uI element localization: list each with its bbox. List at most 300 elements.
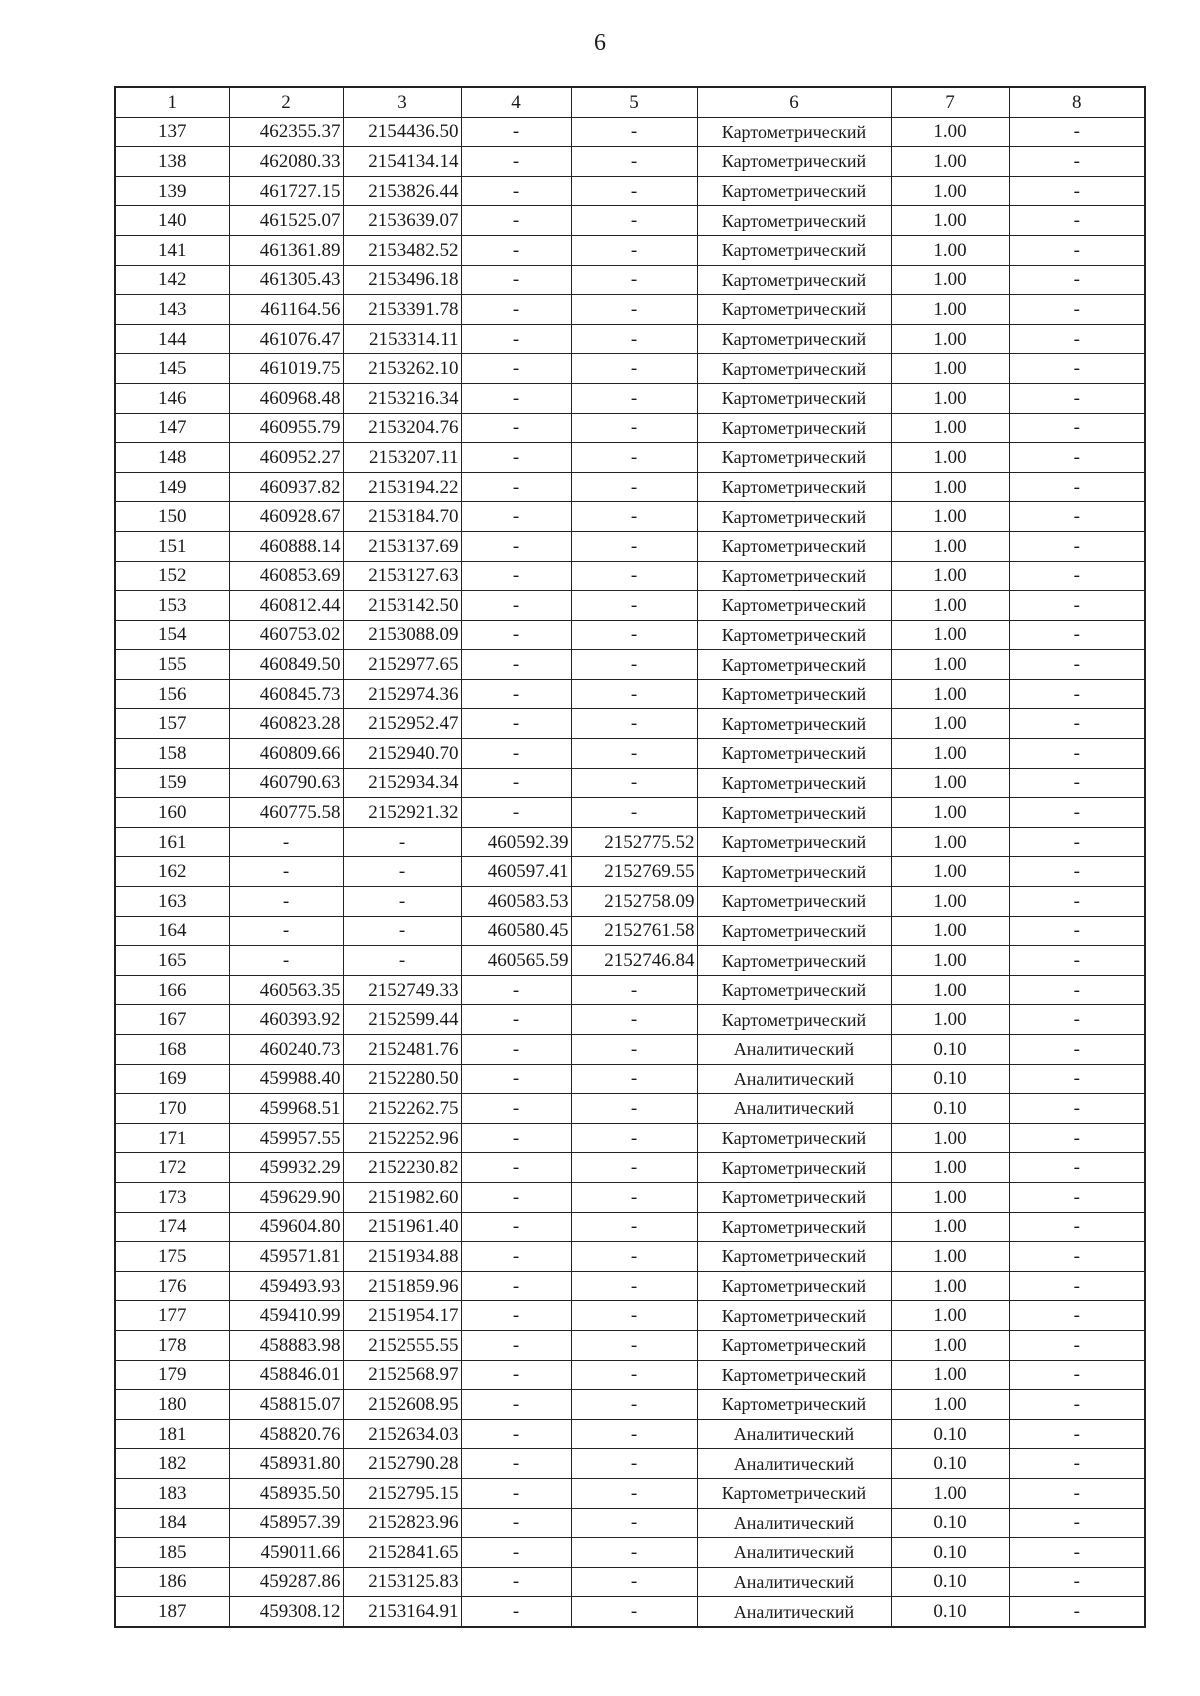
x-coordinate-cell: 460563.35 (229, 975, 343, 1005)
method-cell: Картометрический (697, 650, 891, 680)
method-cell: Картометрический (697, 975, 891, 1005)
point-number-cell: 168 (115, 1035, 229, 1065)
x-coordinate-cell: 460823.28 (229, 709, 343, 739)
y-coordinate-cell: 2152952.47 (343, 709, 461, 739)
accuracy-cell: 1.00 (891, 265, 1009, 295)
note-cell: - (1009, 1478, 1145, 1508)
x-coordinate-cell: 460853.69 (229, 561, 343, 591)
note-cell: - (1009, 1005, 1145, 1035)
column-header: 1 (115, 87, 229, 117)
method-cell: Картометрический (697, 1182, 891, 1212)
accuracy-cell: 1.00 (891, 1123, 1009, 1153)
y-new-cell: - (571, 206, 697, 236)
x-new-cell: - (461, 561, 571, 591)
x-coordinate-cell: 459604.80 (229, 1212, 343, 1242)
accuracy-cell: 1.00 (891, 591, 1009, 621)
y-coordinate-cell: 2152599.44 (343, 1005, 461, 1035)
x-new-cell: - (461, 117, 571, 147)
x-new-cell: - (461, 1064, 571, 1094)
table-row (115, 1094, 1145, 1124)
x-coordinate-cell: 460937.82 (229, 472, 343, 502)
x-new-cell: 460583.53 (461, 887, 571, 917)
y-coordinate-cell: 2153826.44 (343, 176, 461, 206)
point-number-cell: 182 (115, 1449, 229, 1479)
note-cell: - (1009, 413, 1145, 443)
accuracy-cell: 1.00 (891, 1271, 1009, 1301)
y-new-cell: - (571, 1271, 697, 1301)
accuracy-cell: 1.00 (891, 531, 1009, 561)
point-number-cell: 167 (115, 1005, 229, 1035)
table-row (115, 265, 1145, 295)
note-cell: - (1009, 1449, 1145, 1479)
note-cell: - (1009, 531, 1145, 561)
y-new-cell: - (571, 147, 697, 177)
y-new-cell: - (571, 679, 697, 709)
y-new-cell: 2152746.84 (571, 946, 697, 976)
method-cell: Картометрический (697, 679, 891, 709)
accuracy-cell: 1.00 (891, 502, 1009, 532)
accuracy-cell: 1.00 (891, 709, 1009, 739)
x-new-cell: - (461, 1301, 571, 1331)
accuracy-cell: 0.10 (891, 1449, 1009, 1479)
point-number-cell: 164 (115, 916, 229, 946)
x-coordinate-cell: 460393.92 (229, 1005, 343, 1035)
column-header: 6 (697, 87, 891, 117)
x-new-cell: - (461, 354, 571, 384)
x-coordinate-cell: 461361.89 (229, 235, 343, 265)
method-cell: Аналитический (697, 1597, 891, 1627)
y-coordinate-cell: - (343, 827, 461, 857)
x-coordinate-cell: 458931.80 (229, 1449, 343, 1479)
y-coordinate-cell: 2151934.88 (343, 1242, 461, 1272)
y-new-cell: - (571, 1005, 697, 1035)
page-number: 6 (594, 30, 606, 56)
point-number-cell: 171 (115, 1123, 229, 1153)
point-number-cell: 161 (115, 827, 229, 857)
y-coordinate-cell: 2153184.70 (343, 502, 461, 532)
table-row (115, 383, 1145, 413)
point-number-cell: 143 (115, 295, 229, 325)
x-coordinate-cell: 458957.39 (229, 1508, 343, 1538)
point-number-cell: 169 (115, 1064, 229, 1094)
y-new-cell: - (571, 1182, 697, 1212)
table-row (115, 176, 1145, 206)
y-coordinate-cell: 2153314.11 (343, 324, 461, 354)
x-coordinate-cell: 458815.07 (229, 1390, 343, 1420)
y-coordinate-cell: 2153164.91 (343, 1597, 461, 1627)
note-cell: - (1009, 768, 1145, 798)
x-coordinate-cell: 461019.75 (229, 354, 343, 384)
y-coordinate-cell: 2153127.63 (343, 561, 461, 591)
y-new-cell: - (571, 975, 697, 1005)
y-coordinate-cell: 2152749.33 (343, 975, 461, 1005)
method-cell: Картометрический (697, 1330, 891, 1360)
y-coordinate-cell: 2153216.34 (343, 383, 461, 413)
x-coordinate-cell: 459571.81 (229, 1242, 343, 1272)
note-cell: - (1009, 383, 1145, 413)
column-header: 3 (343, 87, 461, 117)
method-cell: Аналитический (697, 1567, 891, 1597)
method-cell: Картометрический (697, 739, 891, 769)
note-cell: - (1009, 709, 1145, 739)
x-new-cell: - (461, 679, 571, 709)
point-number-cell: 144 (115, 324, 229, 354)
y-new-cell: - (571, 117, 697, 147)
x-new-cell: 460565.59 (461, 946, 571, 976)
y-new-cell: - (571, 1064, 697, 1094)
table-row (115, 739, 1145, 769)
accuracy-cell: 0.10 (891, 1508, 1009, 1538)
accuracy-cell: 1.00 (891, 857, 1009, 887)
method-cell: Картометрический (697, 1478, 891, 1508)
table-row (115, 235, 1145, 265)
x-new-cell: - (461, 383, 571, 413)
y-coordinate-cell: - (343, 916, 461, 946)
x-coordinate-cell: 460809.66 (229, 739, 343, 769)
accuracy-cell: 1.00 (891, 1182, 1009, 1212)
table-row (115, 1508, 1145, 1538)
note-cell: - (1009, 1597, 1145, 1627)
point-number-cell: 162 (115, 857, 229, 887)
y-new-cell: 2152758.09 (571, 887, 697, 917)
point-number-cell: 176 (115, 1271, 229, 1301)
table-row (115, 1005, 1145, 1035)
y-new-cell: - (571, 1360, 697, 1390)
y-coordinate-cell: 2152568.97 (343, 1360, 461, 1390)
table-row (115, 679, 1145, 709)
method-cell: Картометрический (697, 413, 891, 443)
method-cell: Картометрический (697, 265, 891, 295)
x-new-cell: - (461, 1182, 571, 1212)
x-new-cell: - (461, 443, 571, 473)
table-row (115, 1182, 1145, 1212)
x-new-cell: - (461, 295, 571, 325)
accuracy-cell: 1.00 (891, 1242, 1009, 1272)
x-coordinate-cell: 460812.44 (229, 591, 343, 621)
method-cell: Аналитический (697, 1538, 891, 1568)
x-coordinate-cell: 460775.58 (229, 798, 343, 828)
method-cell: Картометрический (697, 1242, 891, 1272)
y-coordinate-cell: 2152974.36 (343, 679, 461, 709)
y-new-cell: - (571, 1035, 697, 1065)
note-cell: - (1009, 206, 1145, 236)
y-coordinate-cell: 2153194.22 (343, 472, 461, 502)
table-row (115, 117, 1145, 147)
accuracy-cell: 0.10 (891, 1567, 1009, 1597)
point-number-cell: 172 (115, 1153, 229, 1183)
y-new-cell: - (571, 1153, 697, 1183)
x-coordinate-cell: 459968.51 (229, 1094, 343, 1124)
note-cell: - (1009, 798, 1145, 828)
note-cell: - (1009, 1242, 1145, 1272)
accuracy-cell: 1.00 (891, 324, 1009, 354)
point-number-cell: 174 (115, 1212, 229, 1242)
table-row (115, 354, 1145, 384)
x-coordinate-cell: 462080.33 (229, 147, 343, 177)
y-coordinate-cell: 2152555.55 (343, 1330, 461, 1360)
y-coordinate-cell: 2153137.69 (343, 531, 461, 561)
y-new-cell: - (571, 591, 697, 621)
method-cell: Картометрический (697, 887, 891, 917)
note-cell: - (1009, 472, 1145, 502)
accuracy-cell: 0.10 (891, 1538, 1009, 1568)
note-cell: - (1009, 1360, 1145, 1390)
y-coordinate-cell: 2151954.17 (343, 1301, 461, 1331)
note-cell: - (1009, 1301, 1145, 1331)
x-new-cell: - (461, 265, 571, 295)
point-number-cell: 137 (115, 117, 229, 147)
y-new-cell: - (571, 176, 697, 206)
accuracy-cell: 1.00 (891, 235, 1009, 265)
method-cell: Аналитический (697, 1064, 891, 1094)
x-coordinate-cell: 460240.73 (229, 1035, 343, 1065)
y-coordinate-cell: 2152481.76 (343, 1035, 461, 1065)
accuracy-cell: 1.00 (891, 1212, 1009, 1242)
y-new-cell: - (571, 1567, 697, 1597)
accuracy-cell: 1.00 (891, 1153, 1009, 1183)
x-coordinate-cell: 462355.37 (229, 117, 343, 147)
method-cell: Картометрический (697, 620, 891, 650)
point-number-cell: 140 (115, 206, 229, 236)
x-coordinate-cell: 459287.86 (229, 1567, 343, 1597)
y-new-cell: - (571, 768, 697, 798)
y-coordinate-cell: 2153088.09 (343, 620, 461, 650)
x-coordinate-cell: - (229, 857, 343, 887)
point-number-cell: 157 (115, 709, 229, 739)
note-cell: - (1009, 1390, 1145, 1420)
point-number-cell: 138 (115, 147, 229, 177)
point-number-cell: 148 (115, 443, 229, 473)
point-number-cell: 183 (115, 1478, 229, 1508)
x-new-cell: - (461, 1153, 571, 1183)
y-coordinate-cell: 2153204.76 (343, 413, 461, 443)
point-number-cell: 152 (115, 561, 229, 591)
y-coordinate-cell: 2153639.07 (343, 206, 461, 236)
y-new-cell: - (571, 561, 697, 591)
y-coordinate-cell: - (343, 887, 461, 917)
table-row (115, 1390, 1145, 1420)
note-cell: - (1009, 827, 1145, 857)
y-coordinate-cell: 2153496.18 (343, 265, 461, 295)
table-row (115, 1478, 1145, 1508)
y-coordinate-cell: 2154436.50 (343, 117, 461, 147)
table-row (115, 1360, 1145, 1390)
column-header: 8 (1009, 87, 1145, 117)
note-cell: - (1009, 1419, 1145, 1449)
x-new-cell: - (461, 1212, 571, 1242)
x-new-cell: - (461, 324, 571, 354)
point-number-cell: 151 (115, 531, 229, 561)
x-new-cell: - (461, 413, 571, 443)
method-cell: Картометрический (697, 295, 891, 325)
x-new-cell: - (461, 1567, 571, 1597)
y-new-cell: - (571, 531, 697, 561)
table-row (115, 709, 1145, 739)
point-number-cell: 181 (115, 1419, 229, 1449)
x-new-cell: - (461, 768, 571, 798)
accuracy-cell: 1.00 (891, 768, 1009, 798)
method-cell: Аналитический (697, 1449, 891, 1479)
x-coordinate-cell: 460955.79 (229, 413, 343, 443)
x-coordinate-cell: 460753.02 (229, 620, 343, 650)
y-new-cell: - (571, 1094, 697, 1124)
method-cell: Картометрический (697, 324, 891, 354)
method-cell: Картометрический (697, 443, 891, 473)
method-cell: Картометрический (697, 235, 891, 265)
table-row (115, 295, 1145, 325)
note-cell: - (1009, 117, 1145, 147)
note-cell: - (1009, 1330, 1145, 1360)
method-cell: Картометрический (697, 1271, 891, 1301)
table-row (115, 1271, 1145, 1301)
x-coordinate-cell: 459932.29 (229, 1153, 343, 1183)
point-number-cell: 158 (115, 739, 229, 769)
table-row (115, 857, 1145, 887)
y-new-cell: - (571, 265, 697, 295)
accuracy-cell: 1.00 (891, 620, 1009, 650)
method-cell: Картометрический (697, 502, 891, 532)
y-coordinate-cell: 2154134.14 (343, 147, 461, 177)
point-number-cell: 163 (115, 887, 229, 917)
x-new-cell: - (461, 502, 571, 532)
table-row (115, 1301, 1145, 1331)
x-new-cell: - (461, 650, 571, 680)
table-row (115, 887, 1145, 917)
point-number-cell: 166 (115, 975, 229, 1005)
point-number-cell: 146 (115, 383, 229, 413)
note-cell: - (1009, 443, 1145, 473)
table-row (115, 1567, 1145, 1597)
point-number-cell: 185 (115, 1538, 229, 1568)
table-row (115, 443, 1145, 473)
x-coordinate-cell: 458846.01 (229, 1360, 343, 1390)
y-new-cell: - (571, 739, 697, 769)
table-row (115, 1597, 1145, 1627)
x-new-cell: - (461, 1035, 571, 1065)
y-new-cell: - (571, 235, 697, 265)
method-cell: Картометрический (697, 709, 891, 739)
point-number-cell: 170 (115, 1094, 229, 1124)
x-coordinate-cell: 460968.48 (229, 383, 343, 413)
x-coordinate-cell: 459957.55 (229, 1123, 343, 1153)
x-new-cell: - (461, 531, 571, 561)
y-coordinate-cell: 2152230.82 (343, 1153, 461, 1183)
y-coordinate-cell: 2152634.03 (343, 1419, 461, 1449)
method-cell: Картометрический (697, 354, 891, 384)
y-new-cell: - (571, 443, 697, 473)
accuracy-cell: 1.00 (891, 798, 1009, 828)
method-cell: Картометрический (697, 472, 891, 502)
table-row (115, 531, 1145, 561)
y-new-cell: - (571, 620, 697, 650)
x-coordinate-cell: 460928.67 (229, 502, 343, 532)
x-coordinate-cell: 460790.63 (229, 768, 343, 798)
point-number-cell: 149 (115, 472, 229, 502)
y-coordinate-cell: 2152977.65 (343, 650, 461, 680)
note-cell: - (1009, 739, 1145, 769)
accuracy-cell: 1.00 (891, 413, 1009, 443)
y-coordinate-cell: 2152790.28 (343, 1449, 461, 1479)
method-cell: Картометрический (697, 1390, 891, 1420)
method-cell: Картометрический (697, 768, 891, 798)
x-coordinate-cell: - (229, 916, 343, 946)
y-coordinate-cell: 2152823.96 (343, 1508, 461, 1538)
table-header-row (115, 87, 1145, 117)
x-new-cell: - (461, 1005, 571, 1035)
x-coordinate-cell: 461076.47 (229, 324, 343, 354)
table-row (115, 561, 1145, 591)
method-cell: Аналитический (697, 1508, 891, 1538)
y-coordinate-cell: - (343, 946, 461, 976)
note-cell: - (1009, 1182, 1145, 1212)
note-cell: - (1009, 591, 1145, 621)
accuracy-cell: 1.00 (891, 739, 1009, 769)
accuracy-cell: 1.00 (891, 443, 1009, 473)
y-new-cell: - (571, 502, 697, 532)
method-cell: Картометрический (697, 1123, 891, 1153)
accuracy-cell: 1.00 (891, 1390, 1009, 1420)
accuracy-cell: 1.00 (891, 679, 1009, 709)
accuracy-cell: 1.00 (891, 1330, 1009, 1360)
x-new-cell: - (461, 1449, 571, 1479)
column-header: 5 (571, 87, 697, 117)
y-new-cell: - (571, 413, 697, 443)
note-cell: - (1009, 1094, 1145, 1124)
accuracy-cell: 1.00 (891, 1005, 1009, 1035)
y-new-cell: - (571, 709, 697, 739)
y-new-cell: - (571, 1212, 697, 1242)
table-row (115, 324, 1145, 354)
y-new-cell: - (571, 1478, 697, 1508)
y-new-cell: - (571, 383, 697, 413)
note-cell: - (1009, 679, 1145, 709)
method-cell: Картометрический (697, 591, 891, 621)
x-new-cell: - (461, 472, 571, 502)
table-row (115, 1449, 1145, 1479)
y-new-cell: 2152769.55 (571, 857, 697, 887)
x-new-cell: - (461, 1242, 571, 1272)
y-coordinate-cell: 2151961.40 (343, 1212, 461, 1242)
note-cell: - (1009, 1153, 1145, 1183)
table-row (115, 975, 1145, 1005)
point-number-cell: 180 (115, 1390, 229, 1420)
y-new-cell: - (571, 1419, 697, 1449)
method-cell: Картометрический (697, 561, 891, 591)
accuracy-cell: 1.00 (891, 946, 1009, 976)
x-coordinate-cell: 461305.43 (229, 265, 343, 295)
point-number-cell: 156 (115, 679, 229, 709)
x-new-cell: - (461, 1094, 571, 1124)
note-cell: - (1009, 1123, 1145, 1153)
y-coordinate-cell: 2153262.10 (343, 354, 461, 384)
note-cell: - (1009, 295, 1145, 325)
table-row (115, 591, 1145, 621)
y-coordinate-cell: 2153207.11 (343, 443, 461, 473)
method-cell: Картометрический (697, 1153, 891, 1183)
accuracy-cell: 0.10 (891, 1064, 1009, 1094)
point-number-cell: 155 (115, 650, 229, 680)
method-cell: Картометрический (697, 1301, 891, 1331)
x-coordinate-cell: 459410.99 (229, 1301, 343, 1331)
method-cell: Аналитический (697, 1094, 891, 1124)
method-cell: Аналитический (697, 1419, 891, 1449)
point-number-cell: 142 (115, 265, 229, 295)
point-number-cell: 160 (115, 798, 229, 828)
y-new-cell: - (571, 472, 697, 502)
note-cell: - (1009, 1212, 1145, 1242)
note-cell: - (1009, 650, 1145, 680)
y-new-cell: 2152775.52 (571, 827, 697, 857)
